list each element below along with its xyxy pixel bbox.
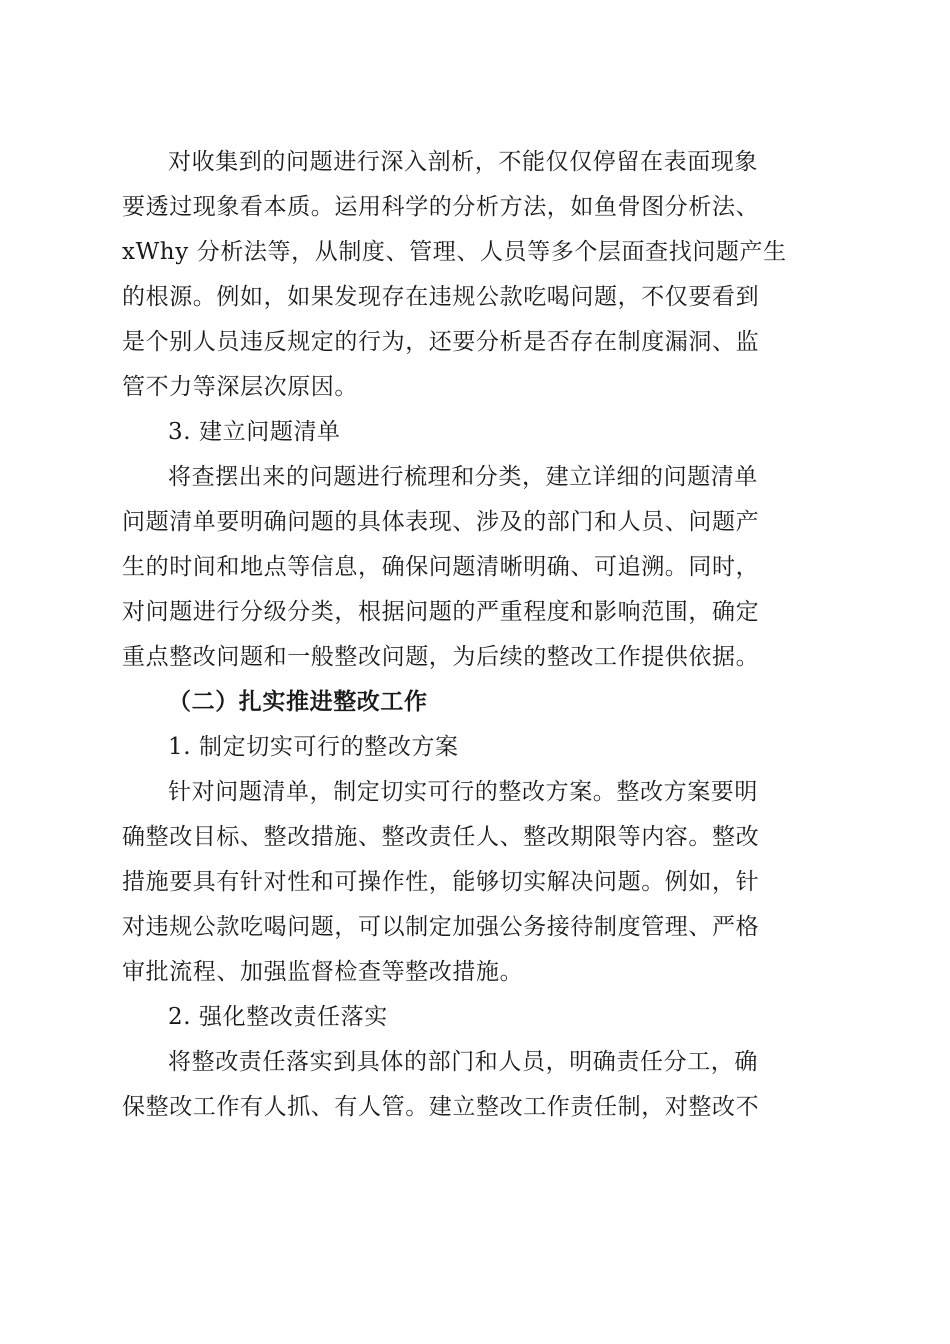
text-line-15: 针对问题清单，制定切实可行的整改方案。整改方案要明 xyxy=(168,779,758,805)
text-line-3: xWhy 分析法等，从制度、管理、人员等多个层面查找问题产生 xyxy=(122,239,787,265)
text-line-12: 重点整改问题和一般整改问题，为后续的整改工作提供依据。 xyxy=(122,644,760,670)
text-line-10: 生的时间和地点等信息，确保问题清晰明确、可追溯。同时， xyxy=(122,554,760,580)
text-line-17: 措施要具有针对性和可操作性，能够切实解决问题。例如，针 xyxy=(122,869,760,895)
subheading-2: 2. 强化整改责任落实 xyxy=(168,1004,388,1030)
text-line-5: 是个别人员违反规定的行为，还要分析是否存在制度漏洞、监 xyxy=(122,329,760,355)
text-line-4: 的根源。例如，如果发现存在违规公款吃喝问题，不仅要看到 xyxy=(122,284,760,310)
text-line-18: 对违规公款吃喝问题，可以制定加强公务接待制度管理、严格 xyxy=(122,914,760,940)
text-line-11: 对问题进行分级分类，根据问题的严重程度和影响范围，确定 xyxy=(122,599,760,625)
text-line-6: 管不力等深层次原因。 xyxy=(122,374,358,400)
text-line-21: 将整改责任落实到具体的部门和人员，明确责任分工，确 xyxy=(168,1049,758,1075)
subheading-3: 3. 建立问题清单 xyxy=(168,419,341,445)
section-heading-2: （二）扎实推进整改工作 xyxy=(168,688,428,715)
subheading-1: 1. 制定切实可行的整改方案 xyxy=(168,734,459,760)
text-line-1: 对收集到的问题进行深入剖析，不能仅仅停留在表面现象 xyxy=(168,149,758,175)
text-line-8: 将查摆出来的问题进行梳理和分类，建立详细的问题清单 xyxy=(168,464,758,490)
text-line-9: 问题清单要明确问题的具体表现、涉及的部门和人员、问题产 xyxy=(122,509,760,535)
text-line-2: 要透过现象看本质。运用科学的分析方法，如鱼骨图分析法、 xyxy=(122,194,760,220)
text-line-19: 审批流程、加强监督检查等整改措施。 xyxy=(122,959,524,985)
text-line-22: 保整改工作有人抓、有人管。建立整改工作责任制，对整改不 xyxy=(122,1094,760,1120)
text-line-16: 确整改目标、整改措施、整改责任人、整改期限等内容。整改 xyxy=(122,824,760,850)
